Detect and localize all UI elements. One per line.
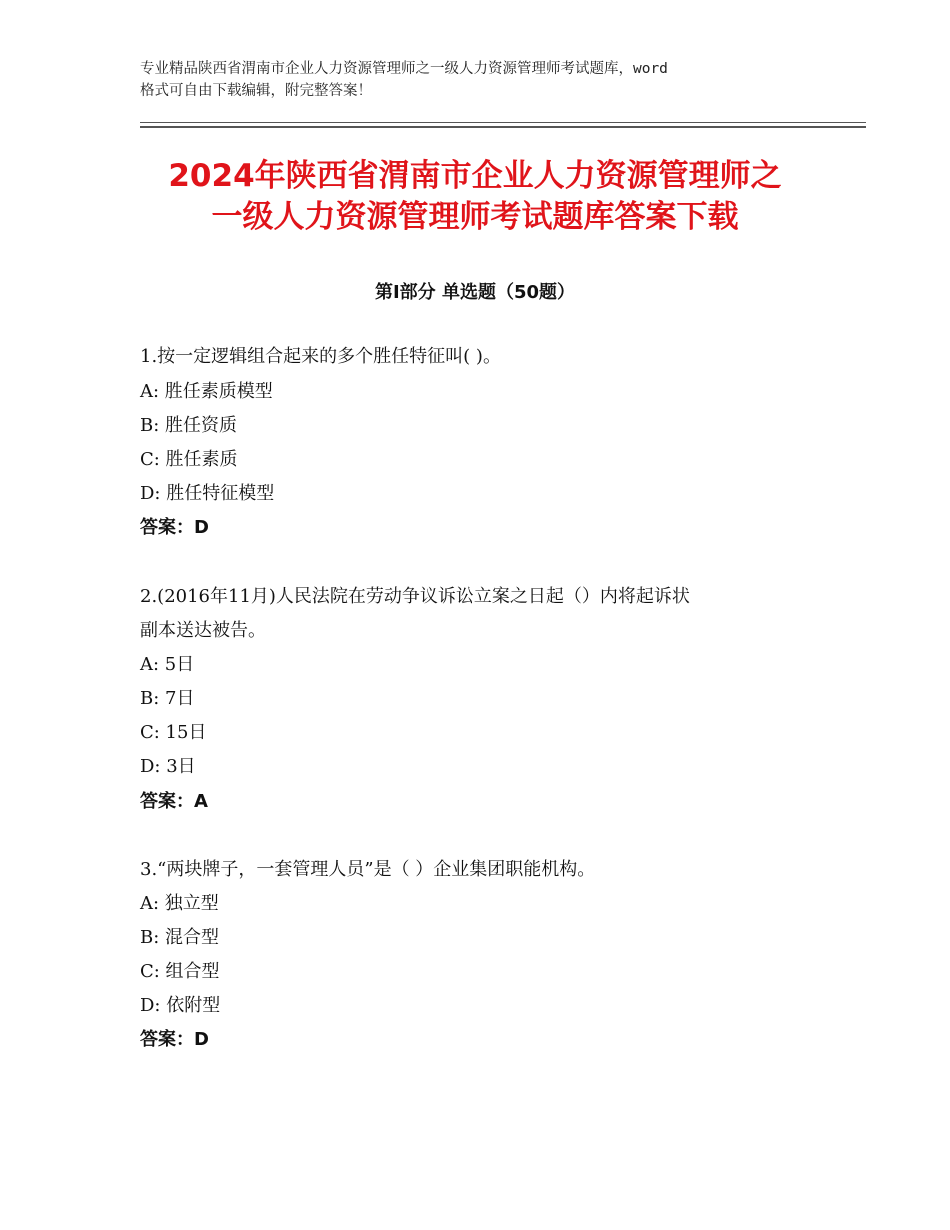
question-2-text	[140, 580, 820, 648]
question-3-option-d: D: 依附型	[140, 995, 221, 1016]
header-note	[140, 58, 820, 102]
header-divider-thick	[140, 126, 866, 128]
document-title-line1: 2024年陕西省渭南市企业人力资源管理师之	[168, 158, 782, 194]
question-3-option-b: B: 混合型	[140, 927, 220, 948]
question-3-answer: 答案：D	[140, 1029, 209, 1050]
header-note-line1: 专业精品陕西省渭南市企业人力资源管理师之一级人力资源管理师考试题库，word	[140, 61, 668, 77]
question-3-option-c: C: 组合型	[140, 961, 220, 982]
question-3-text: 3.“两块牌子，一套管理人员”是（ ）企业集团职能机构。	[140, 859, 596, 880]
header-divider-thin	[140, 122, 866, 123]
question-1-option-b: B: 胜任资质	[140, 415, 238, 436]
question-2-answer: 答案：A	[140, 791, 208, 812]
question-1-option-a: A: 胜任素质模型	[140, 381, 273, 402]
question-2-text-line1: 2.(2016年11月)人民法院在劳动争议诉讼立案之日起（）内将起诉状	[140, 586, 690, 607]
document-title	[60, 156, 890, 238]
question-2-option-c: C: 15日	[140, 722, 207, 743]
question-2-option-a: A: 5日	[140, 654, 195, 675]
question-3-option-a: A: 独立型	[140, 893, 219, 914]
question-1-text: 1.按一定逻辑组合起来的多个胜任特征叫( )。	[140, 346, 501, 367]
question-2-option-d: D: 3日	[140, 756, 196, 777]
question-2-option-b: B: 7日	[140, 688, 195, 709]
question-1-answer: 答案：D	[140, 517, 209, 538]
question-1-option-c: C: 胜任素质	[140, 449, 238, 470]
question-2-text-line2: 副本送达被告。	[140, 620, 266, 641]
section-title: 第Ⅰ部分 单选题（50题）	[374, 282, 575, 303]
question-1-option-d: D: 胜任特征模型	[140, 483, 275, 504]
document-title-line2: 一级人力资源管理师考试题库答案下载	[211, 199, 739, 235]
header-note-line2: 格式可自由下载编辑，附完整答案！	[140, 83, 372, 99]
